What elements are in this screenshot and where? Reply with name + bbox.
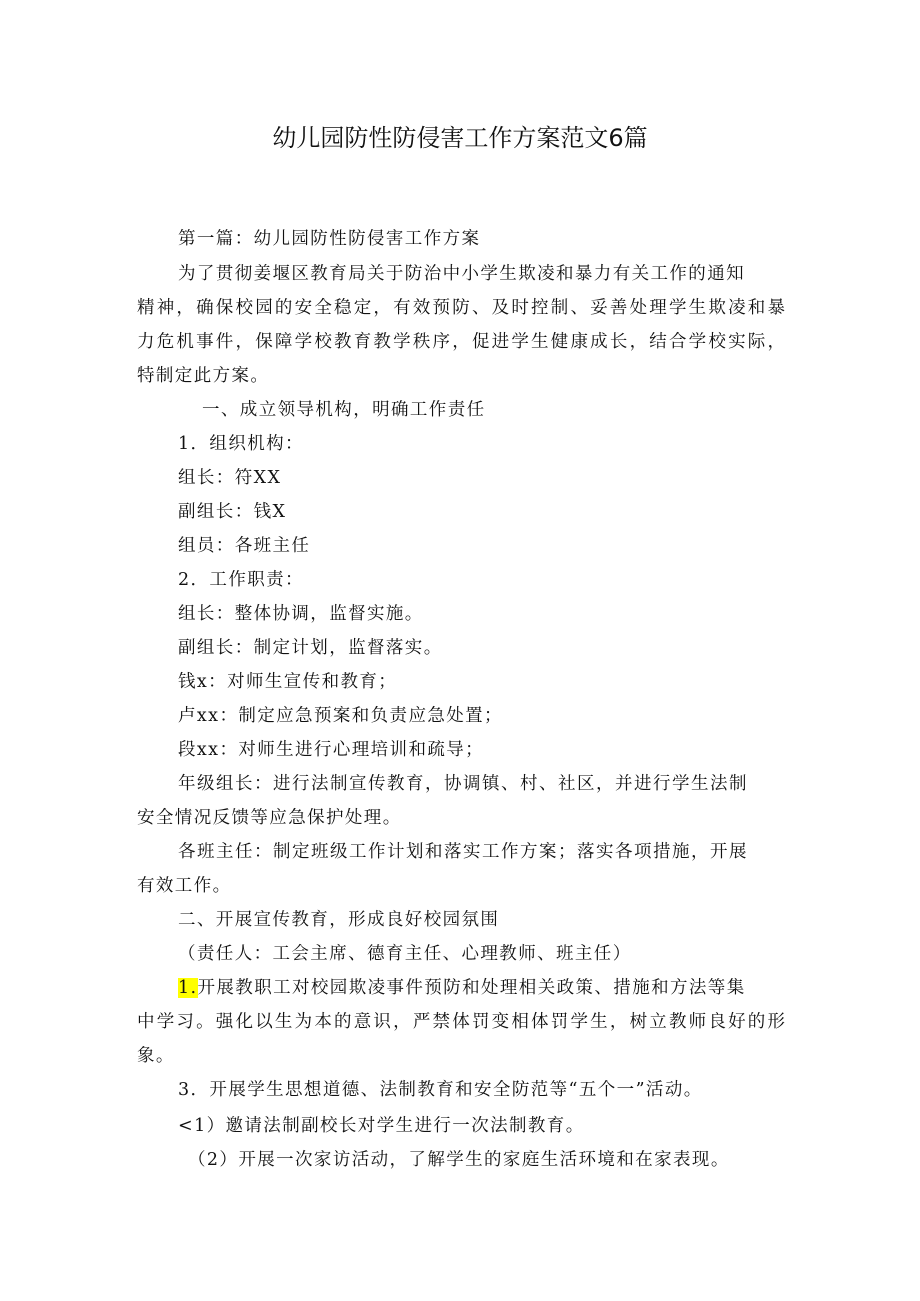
paragraph-text: 开展教职工对校园欺凌事件预防和处理相关政策、措施和方法等集 [197, 978, 746, 998]
paragraph-line: 安全情况反馈等应急保护处理。 [137, 808, 402, 828]
list-item: （2）开展一次家访活动，了解学生的家庭生活环境和在家表现。 [188, 1150, 730, 1170]
list-item: <1）邀请法制副校长对学生进行一次法制教育。 [178, 1116, 585, 1136]
list-item: 组长：符XX [178, 468, 282, 488]
paragraph-line: 为了贯彻姜堰区教育局关于防治中小学生欺凌和暴力有关工作的通知 [178, 264, 745, 284]
list-item: 副组长：制定计划，监督落实。 [178, 638, 443, 658]
list-item: 2．工作职责： [178, 570, 304, 590]
list-item: 1．组织机构： [178, 434, 304, 454]
paragraph-line: 各班主任：制定班级工作计划和落实工作方案；落实各项措施，开展 [178, 842, 748, 862]
subsection-heading: 一、成立领导机构，明确工作责任 [202, 400, 486, 420]
paragraph-line: 力危机事件，保障学校教育教学秩序，促进学生健康成长，结合学校实际， [137, 332, 785, 352]
paragraph-line: 精神，确保校园的安全稳定，有效预防、及时控制、妥善处理学生欺凌和暴 [137, 298, 785, 318]
list-item: 副组长：钱X [178, 502, 287, 522]
list-item: 3．开展学生思想道德、法制教育和安全防范等“五个一”活动。 [178, 1080, 703, 1100]
highlighted-number: 1. [178, 978, 198, 998]
section-heading: 第一篇：幼儿园防性防侵害工作方案 [178, 229, 481, 249]
list-item: 组长：整体协调，监督实施。 [178, 604, 424, 624]
list-item: 钱x：对师生宣传和教育； [178, 672, 398, 692]
paragraph-line: 有效工作。 [137, 876, 232, 896]
section-heading: 二、开展宣传教育，形成良好校园氛围 [178, 910, 500, 930]
responsible-persons: （责任人：工会主席、德育主任、心理教师、班主任） [178, 944, 632, 964]
list-item: 组员：各班主任 [178, 536, 311, 556]
paragraph-line: 年级组长：进行法制宣传教育，协调镇、村、社区，并进行学生法制 [178, 774, 748, 794]
list-item: 段xx：对师生进行心理培训和疏导； [178, 740, 485, 760]
list-item: 卢xx：制定应急预案和负责应急处置； [178, 706, 503, 726]
document-title: 幼儿园防性防侵害工作方案范文6篇 [272, 124, 648, 152]
paragraph-line: 特制定此方案。 [137, 366, 270, 386]
paragraph-line [178, 980, 746, 998]
paragraph-line: 象。 [137, 1046, 175, 1066]
paragraph-line: 中学习。强化以生为本的意识，严禁体罚变相体罚学生，树立教师良好的形 [137, 1012, 785, 1032]
